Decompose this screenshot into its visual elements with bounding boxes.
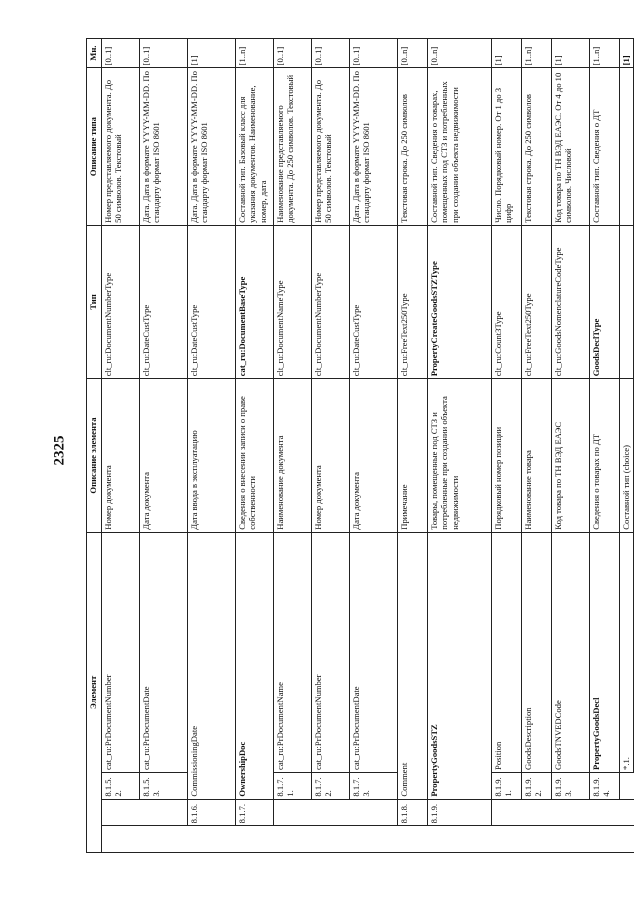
element-description: Номер документа [312,379,350,532]
type-description: Число. Порядковый номер. От 1 до 3 цифр [492,68,522,225]
multiplicity: [0..n] [398,39,428,68]
multiplicity: [1] [552,39,590,68]
multiplicity: [1..n] [590,39,620,68]
row-number: 8.1.9.2. [522,772,552,799]
element-type: GoodsDeclType [590,225,620,378]
element-name: cat_ru:PrDocumentDate [140,532,188,772]
multiplicity: [0..1] [102,39,140,68]
element-type: clt_ru:DocumentNumberType [102,225,140,378]
header-element: Элемент [87,532,102,852]
type-description: Дата. Дата в формате YYYY-MM-DD. По стандарту формат ISO 8601 [188,68,236,225]
table-row [236,39,274,853]
type-description: Наименование представляемого документа. До 250 символов. Текстовый [274,68,312,225]
element-description: Дата документа [140,379,188,532]
type-description: Текстовая строка. До 250 символов [522,68,552,225]
table-row [140,39,188,853]
multiplicity: [0..1] [350,39,398,68]
table-row [274,39,312,853]
row-number: 8.1.5.2. [102,772,140,799]
row-number: 8.1.9.1. [492,772,522,799]
multiplicity: [1..n] [236,39,274,68]
element-name: PropertyGoodsSTZ [428,532,492,799]
element-name: Comment [398,532,428,799]
row-number: 8.1.7.2. [312,772,350,799]
table-row [428,39,492,853]
element-name: cat_ru:PrDocumentName [274,532,312,772]
multiplicity: [0..n] [428,39,492,68]
element-type: clt_ru:DateCustType [350,225,398,378]
table-row [522,39,552,853]
type-description [620,68,634,225]
element-description: Порядковый номер позиции [492,379,522,532]
row-number: 8.1.9.3. [552,772,590,799]
element-description: Код товара по ТН ВЭД ЕАЭС [552,379,590,532]
row-number: 8.1.7.1. [274,772,312,799]
type-description: Номер представляемого документа. До 50 символов. Текстовый [312,68,350,225]
element-name: cat_ru:PrDocumentNumber [102,532,140,772]
element-description: Составной тип (choice) [620,379,634,532]
table-header-row [87,39,102,853]
row-number: 8.1.9. [428,799,492,826]
element-name: cat_ru:PrDocumentDate [350,532,398,772]
table-row [312,39,350,853]
element-type [620,225,634,378]
element-type: clt_ru:DateCustType [140,225,188,378]
element-description: Товары, помещенные под СТЗ и потребленные при создании объекта недвижимости [428,379,492,532]
element-name: GoodsTNVEDCode [552,532,590,772]
table-row [188,39,236,853]
element-name: Position [492,532,522,772]
header-type-desc: Описание типа [87,68,102,225]
type-description: Составной тип. Базовый класс для указания документов. Наименование, номер, дата [236,68,274,225]
multiplicity: [1] [492,39,522,68]
element-name: PropertyGoodsDecl [590,532,620,772]
element-name: CommissioningDate [188,532,236,799]
type-description: Составной тип. Сведения о ДТ [590,68,620,225]
element-type: clt_ru:FreeText250Type [522,225,552,378]
row-number: 8.1.8. [398,799,428,826]
element-type: clt_ru:FreeText250Type [398,225,428,378]
element-name: OwnershipDoc [236,532,274,799]
type-description: Составной тип. Сведения о товарах, помещенных под СТЗ и потребленных при создании объекта недвижимости [428,68,492,225]
element-description: Сведения о товарах по ДТ [590,379,620,532]
multiplicity: [1] [620,39,634,68]
row-number: *.1. [620,532,634,772]
table-row [620,39,634,853]
rotated-table-wrapper [86,38,631,853]
type-description: Дата. Дата в формате YYYY-MM-DD. По стандарту формат ISO 8601 [350,68,398,225]
element-type: clt_ru:Count3Type [492,225,522,378]
table-row [552,39,590,853]
type-description: Номер представляемого документа. До 50 символов. Текстовый [102,68,140,225]
element-description: Примечание [398,379,428,532]
type-description: Текстовая строка. До 250 символов [398,68,428,225]
header-element-desc: Описание элемента [87,379,102,532]
row-number: 8.1.5.3. [140,772,188,799]
table-row [102,39,140,853]
element-type: clt_ru:DocumentNameType [274,225,312,378]
element-description: Дата ввода в эксплуатацию [188,379,236,532]
element-type: clt_ru:DateCustType [188,225,236,378]
page-number: 2325 [51,435,68,466]
element-description: Наименование товара [522,379,552,532]
table-row [398,39,428,853]
element-type: clt_ru:GoodsNomenclatureCodeType [552,225,590,378]
header-type: Тип [87,225,102,378]
multiplicity: [0..1] [312,39,350,68]
row-number: 8.1.7.3. [350,772,398,799]
element-type: PropertyCreateGoodsSTZType [428,225,492,378]
element-description: Номер документа [102,379,140,532]
element-type: cat_ru:DocumentBaseType [236,225,274,378]
table-row [492,39,522,853]
element-type: clt_ru:DocumentNumberType [312,225,350,378]
multiplicity: [1..n] [522,39,552,68]
table-row [350,39,398,853]
row-number: 8.1.9.4. [590,772,620,799]
element-description: Сведения о внесении записи о праве собственности [236,379,274,532]
element-structure-table [86,38,634,853]
element-name: cat_ru:PrDocumentNumber [312,532,350,772]
element-name: GoodsDescription [522,532,552,772]
type-description: Дата. Дата в формате YYYY-MM-DD. По стандарту формат ISO 8601 [140,68,188,225]
element-description: Дата документа [350,379,398,532]
table-row [590,39,620,853]
multiplicity: [0..1] [140,39,188,68]
multiplicity: [0..1] [274,39,312,68]
header-multiplicity: Мн. [87,39,102,68]
element-description: Наименование документа [274,379,312,532]
type-description: Код товара по ТН ВЭД ЕАЭС. От 4 до 10 символов. Числовой [552,68,590,225]
multiplicity: [1] [188,39,236,68]
row-number: 8.1.6. [188,799,236,826]
row-number: 8.1.7. [236,799,274,826]
